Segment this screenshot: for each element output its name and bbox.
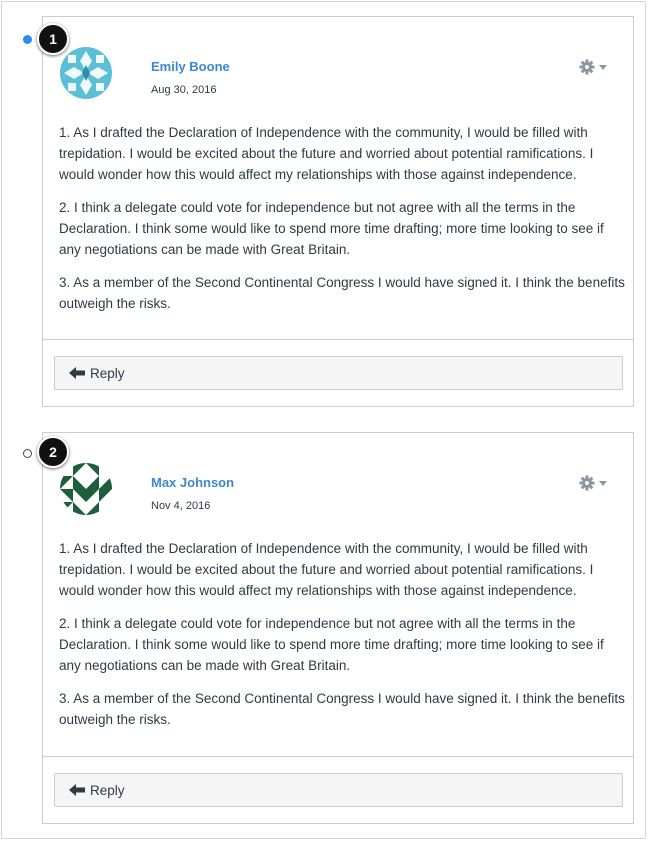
gear-icon bbox=[579, 475, 609, 491]
avatar[interactable] bbox=[60, 47, 112, 99]
reply-arrow-icon bbox=[69, 367, 85, 379]
quilt-pattern-avatar-icon bbox=[60, 463, 112, 515]
author-name-link[interactable]: Emily Boone bbox=[151, 59, 230, 74]
entry-message bbox=[59, 538, 625, 742]
caret-down-icon bbox=[599, 65, 607, 70]
callout-badge: 1 bbox=[37, 23, 69, 55]
message-paragraph: 3. As a member of the Second Continental Congress I would have signed it. I think the benefits outweigh the risks. bbox=[59, 275, 625, 311]
entry-message bbox=[59, 122, 625, 326]
reply-button[interactable] bbox=[54, 773, 623, 807]
discussion-entry bbox=[42, 16, 634, 407]
unread-indicator-dot[interactable] bbox=[23, 35, 32, 44]
message-paragraph: 3. As a member of the Second Continental Congress I would have signed it. I think the benefits outweigh the risks. bbox=[59, 691, 625, 727]
settings-menu-button[interactable] bbox=[579, 475, 609, 491]
reply-arrow-icon bbox=[69, 784, 85, 796]
message-paragraph: 2. I think a delegate could vote for independence but not agree with all the terms in the Declaration. I think some would like to spend more time drafting; more time looking to see if any negotiations can be made with Great Britain. bbox=[59, 200, 604, 257]
read-indicator-dot[interactable] bbox=[23, 449, 32, 458]
caret-down-icon bbox=[599, 481, 607, 486]
post-date: Aug 30, 2016 bbox=[151, 84, 217, 96]
entry-footer bbox=[43, 339, 633, 406]
avatar[interactable] bbox=[60, 463, 112, 515]
entry-footer bbox=[43, 756, 633, 823]
callout-badge: 2 bbox=[37, 436, 69, 468]
reply-label: Reply bbox=[90, 365, 125, 381]
discussion-entry bbox=[42, 432, 634, 824]
settings-menu-button[interactable] bbox=[579, 59, 609, 75]
reply-label: Reply bbox=[90, 782, 125, 798]
message-paragraph: 2. I think a delegate could vote for independence but not agree with all the terms in the Declaration. I think some would like to spend more time drafting; more time looking to see if any negotiations can be made with Great Britain. bbox=[59, 616, 604, 673]
post-date: Nov 4, 2016 bbox=[151, 500, 211, 512]
message-paragraph: 1. As I drafted the Declaration of Independence with the community, I would be filled with trepidation. I would be excited about the future and worried about potential ramifications. I would wonder how this would affect my relationships with those against independence. bbox=[59, 125, 594, 182]
gear-icon bbox=[579, 59, 609, 75]
quilt-pattern-avatar-icon bbox=[60, 47, 112, 99]
reply-button[interactable] bbox=[54, 356, 623, 390]
author-name-link[interactable]: Max Johnson bbox=[151, 475, 235, 490]
message-paragraph: 1. As I drafted the Declaration of Independence with the community, I would be filled with trepidation. I would be excited about the future and worried about potential ramifications. I would wonder how this would affect my relationships with those against independence. bbox=[59, 541, 594, 598]
